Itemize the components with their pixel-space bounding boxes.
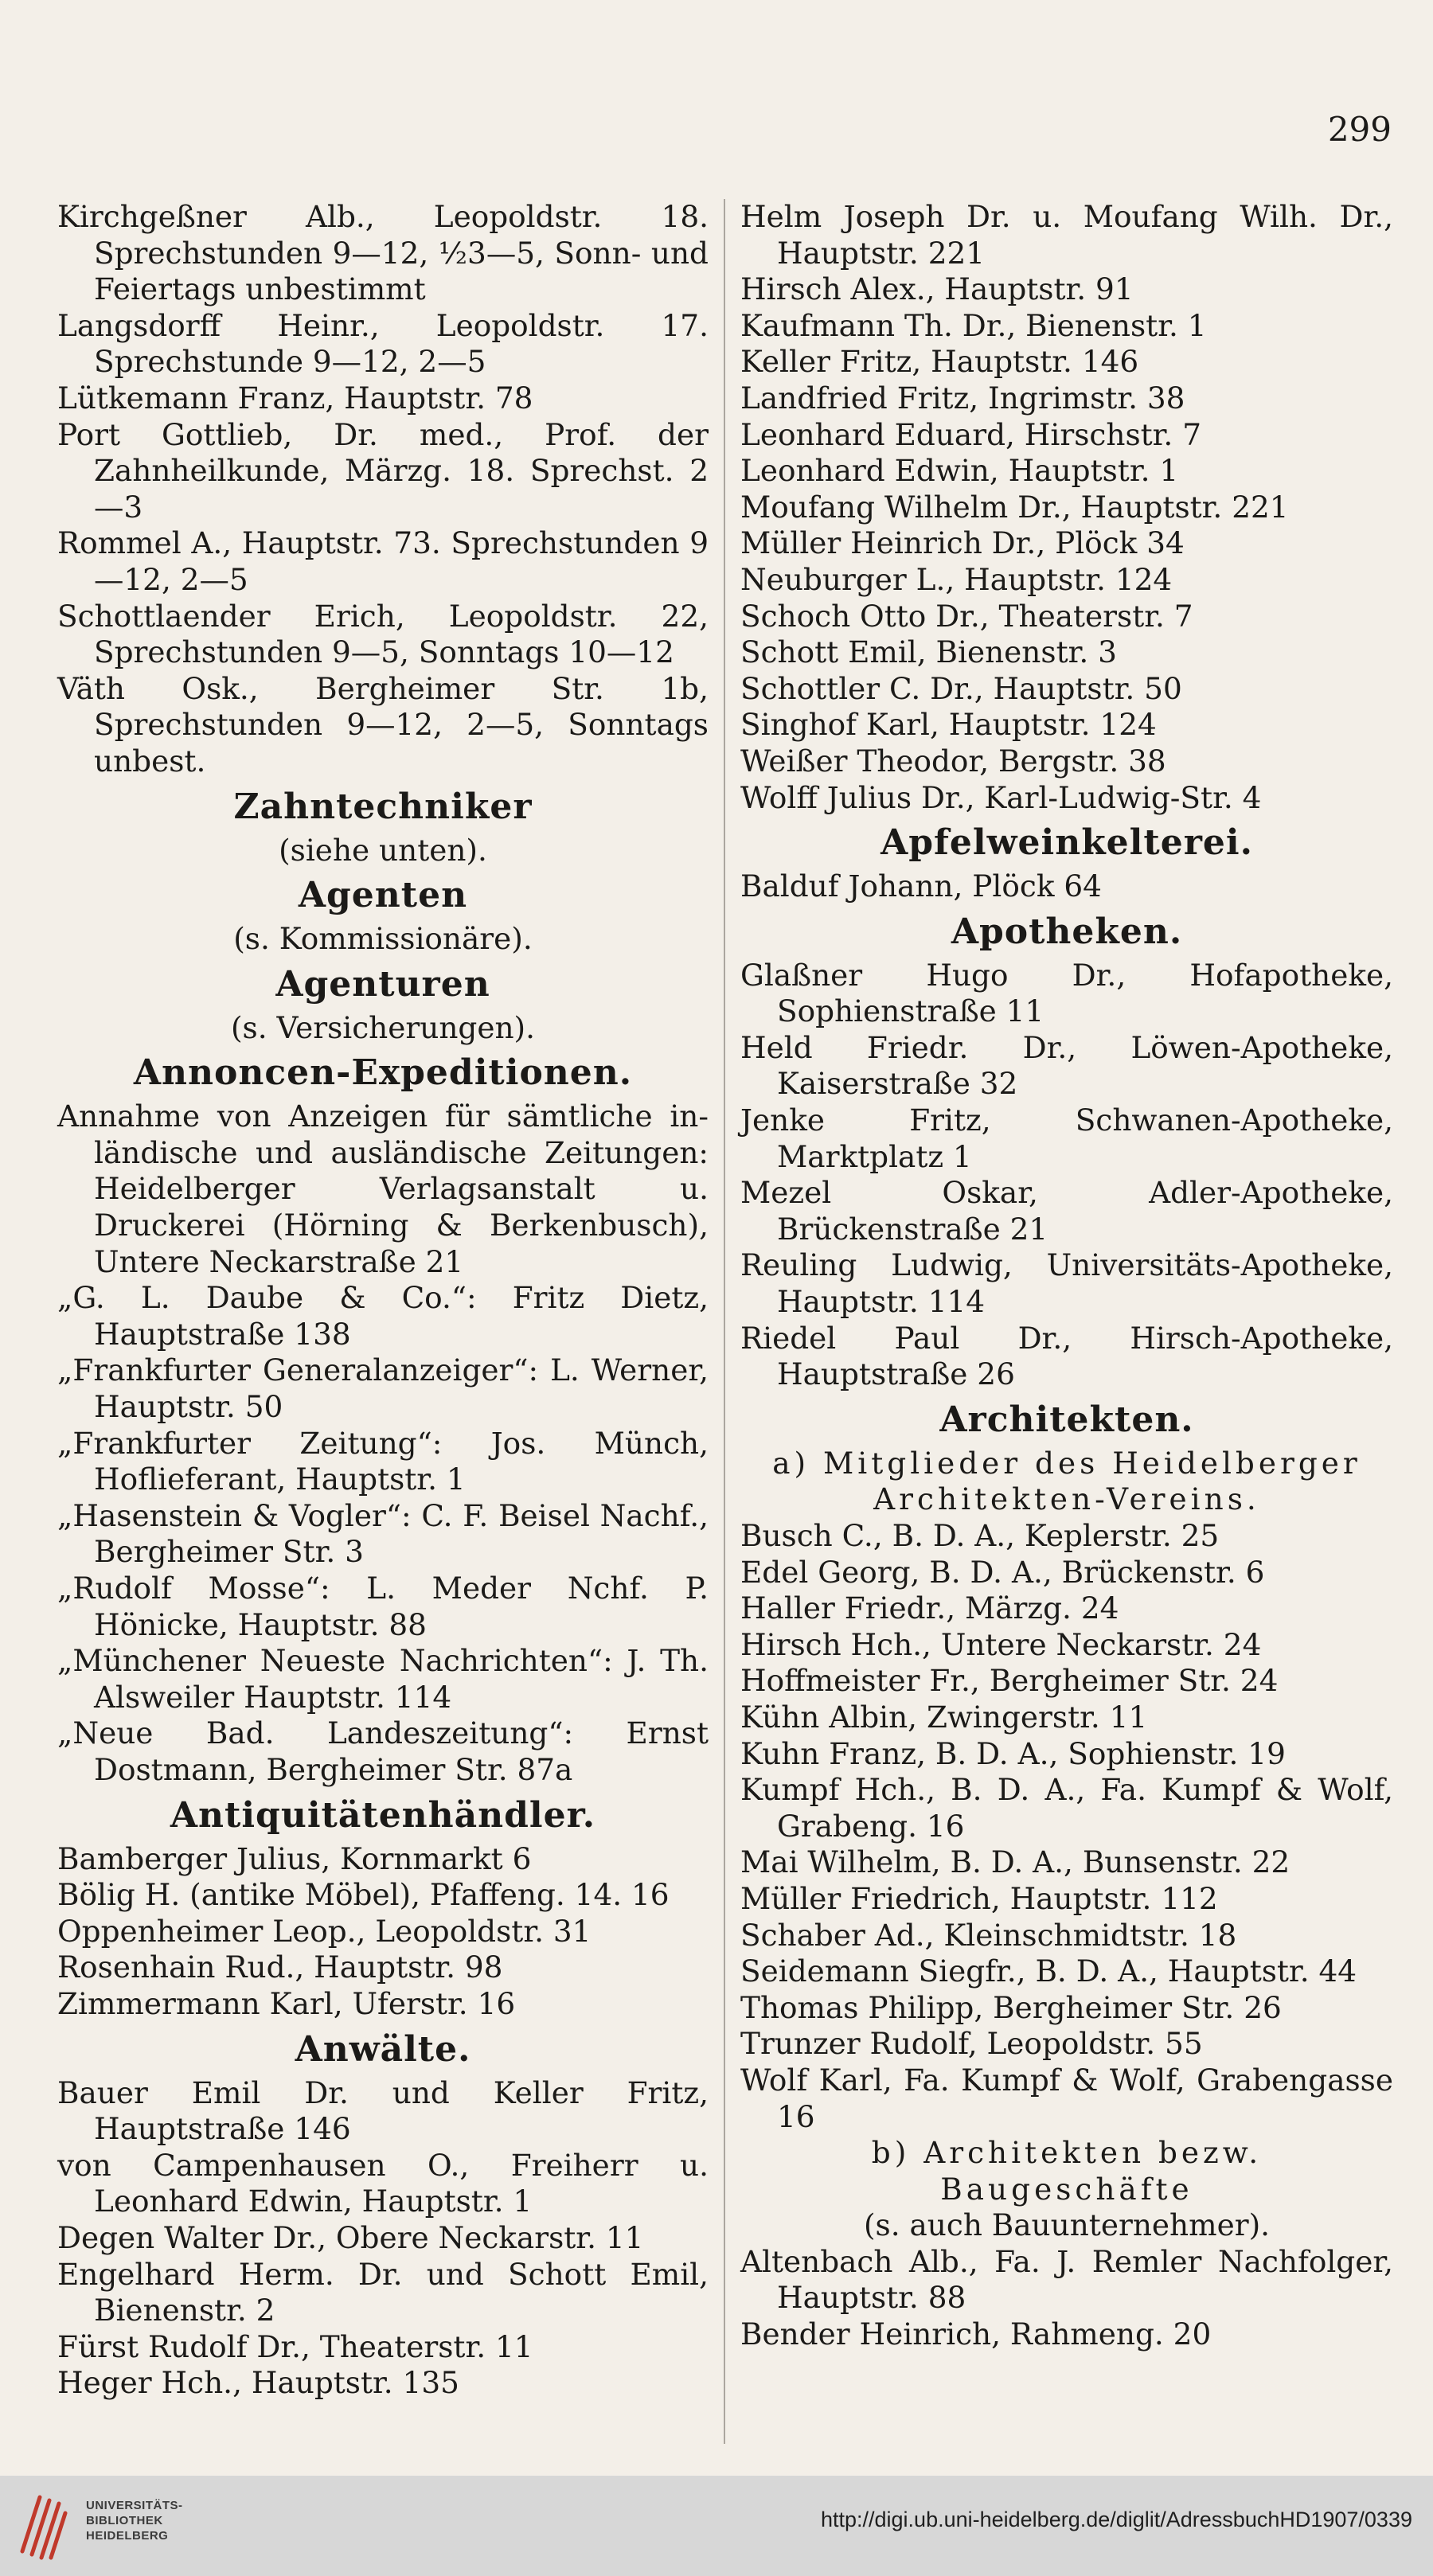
directory-entry: Heger Hch., Hauptstr. 135	[57, 2365, 459, 2401]
directory-entry: „Neue Bad. Landeszeitung“: Ernst Dostmann, Bergheimer Str. 87a	[57, 1715, 709, 1787]
directory-entry: Degen Walter Dr., Obere Neckarstr. 11	[57, 2219, 644, 2255]
library-name-line-1: UNIVERSITÄTS-	[86, 2499, 183, 2512]
section-heading: Zahntechniker	[233, 786, 533, 827]
directory-entry: Mezel Oskar, Adler-Apotheke, Brückenstraße 21	[740, 1175, 1393, 1247]
directory-entry: Hirsch Hch., Untere Neckarstr. 24	[740, 1626, 1262, 1662]
directory-entry: Müller Heinrich Dr., Plöck 34	[740, 525, 1185, 561]
section-heading: Anwälte.	[295, 2028, 471, 2070]
directory-entry: Väth Osk., Bergheimer Str. 1b, Sprechstunden 9—12, 2—5, Sonntags unbest.	[57, 670, 709, 779]
directory-entry: Hoffmeister Fr., Bergheimer Str. 24	[740, 1663, 1279, 1699]
directory-entry: Seidemann Siegfr., B. D. A., Hauptstr. 44	[740, 1953, 1357, 1989]
section-heading: Annoncen-Expeditionen.	[133, 1052, 633, 1094]
section-heading: Apotheken.	[951, 911, 1183, 952]
directory-entry: Rosenhain Rud., Hauptstr. 98	[57, 1950, 503, 1985]
directory-entry: Oppenheimer Leop., Leopoldstr. 31	[57, 1913, 592, 1949]
directory-entry: Port Gottlieb, Dr. med., Prof. der Zahnheilkunde, Märzg. 18. Sprechst. 2—3	[57, 416, 709, 525]
left-column	[57, 199, 709, 2402]
directory-entry: Held Friedr. Dr., Löwen-Apotheke, Kaiserstraße 32	[740, 1029, 1393, 1102]
directory-entry: Trunzer Rudolf, Leopoldstr. 55	[740, 2026, 1203, 2062]
directory-entry: Langsdorff Heinr., Leopoldstr. 17. Sprechstunde 9—12, 2—5	[57, 307, 709, 380]
column-divider	[724, 199, 725, 2444]
directory-entry: Kumpf Hch., B. D. A., Fa. Kumpf & Wolf, Grabeng. 16	[740, 1772, 1393, 1844]
section-subheading: a) Mitglieder des Heidelberger Architekten-Vereins.	[772, 1445, 1361, 1517]
directory-entry: Bender Heinrich, Rahmeng. 20	[740, 2316, 1212, 2352]
directory-entry: von Campenhausen O., Freiherr u. Leonhard Edwin, Hauptstr. 1	[57, 2147, 709, 2219]
library-name	[86, 2498, 183, 2543]
directory-entry: Singhof Karl, Hauptstr. 124	[740, 707, 1157, 743]
directory-entry: Jenke Fritz, Schwanen-Apotheke, Marktplatz 1	[740, 1103, 1393, 1174]
directory-entry: Kaufmann Th. Dr., Bienenstr. 1	[740, 307, 1207, 343]
directory-entry: Rommel A., Hauptstr. 73. Sprechstunden 9—12, 2—5	[57, 525, 709, 597]
section-heading: Antiquitätenhändler.	[170, 1794, 596, 1836]
library-name-line-2: BIBLIOTHEK	[86, 2514, 163, 2527]
directory-entry: Wolff Julius Dr., Karl-Ludwig-Str. 4	[740, 779, 1262, 815]
section-heading: Agenturen	[275, 963, 490, 1005]
directory-entry: Wolf Karl, Fa. Kumpf & Wolf, Grabengasse 16	[740, 2062, 1393, 2134]
directory-entry: Thomas Philipp, Bergheimer Str. 26	[740, 1989, 1282, 2025]
directory-entry: Schott Emil, Bienenstr. 3	[740, 634, 1117, 670]
directory-entry: Mai Wilhelm, B. D. A., Bunsenstr. 22	[740, 1844, 1290, 1880]
directory-entry: Leonhard Edwin, Hauptstr. 1	[740, 453, 1179, 489]
section-subheading: b) Architekten bezw. Baugeschäfte	[871, 2135, 1263, 2207]
directory-entry: Edel Georg, B. D. A., Brückenstr. 6	[740, 1554, 1265, 1590]
directory-entry: Schoch Otto Dr., Theaterstr. 7	[740, 598, 1193, 634]
university-library-logo-icon	[16, 2489, 73, 2561]
directory-entry: Neuburger L., Hauptstr. 124	[740, 561, 1173, 597]
section-heading: Apfelweinkelterei.	[880, 822, 1253, 864]
directory-entry: „Münchener Neueste Nachrichten“: J. Th. Alsweiler Hauptstr. 114	[57, 1643, 709, 1715]
right-column	[740, 199, 1393, 2353]
directory-entry: Lütkemann Franz, Hauptstr. 78	[57, 380, 533, 416]
directory-entry: „Frankfurter Zeitung“: Jos. Münch, Hoflieferant, Hauptstr. 1	[57, 1425, 709, 1497]
directory-entry: „Frankfurter Generalanzeiger“: L. Werner, Hauptstr. 50	[57, 1352, 709, 1425]
section-heading: Architekten.	[939, 1399, 1194, 1440]
directory-entry: Altenbach Alb., Fa. J. Remler Nachfolger, Hauptstr. 88	[740, 2243, 1393, 2316]
directory-entry: Busch C., B. D. A., Keplerstr. 25	[740, 1518, 1220, 1553]
directory-entry: Leonhard Eduard, Hirschstr. 7	[740, 416, 1201, 452]
directory-entry: „Rudolf Mosse“: L. Meder Nchf. P. Hönicke, Hauptstr. 88	[57, 1571, 709, 1642]
directory-entry: Kuhn Franz, B. D. A., Sophienstr. 19	[740, 1735, 1286, 1771]
directory-entry: Glaßner Hugo Dr., Hofapotheke, Sophienstraße 11	[740, 957, 1393, 1029]
directory-entry: Hirsch Alex., Hauptstr. 91	[740, 271, 1134, 307]
directory-entry: Engelhard Herm. Dr. und Schott Emil, Bienenstr. 2	[57, 2256, 709, 2328]
directory-entry: Bölig H. (antike Möbel), Pfaffeng. 14. 16	[57, 1877, 670, 1913]
directory-entry: Schottler C. Dr., Hauptstr. 50	[740, 670, 1182, 706]
directory-entry: Bamberger Julius, Kornmarkt 6	[57, 1840, 532, 1876]
source-url-link[interactable]: http://digi.ub.uni-heidelberg.de/diglit/AdressbuchHD1907/0339	[820, 2508, 1412, 2531]
directory-entry: Bauer Emil Dr. und Keller Fritz, Hauptstraße 146	[57, 2074, 709, 2147]
directory-entry: Haller Friedr., Märzg. 24	[740, 1590, 1119, 1626]
directory-entry: Helm Joseph Dr. u. Moufang Wilh. Dr., Hauptstr. 221	[740, 199, 1393, 271]
section-note: (siehe unten).	[279, 832, 487, 868]
directory-entry: Müller Friedrich, Hauptstr. 112	[740, 1880, 1218, 1916]
directory-entry: Reuling Ludwig, Universitäts-Apotheke, Hauptstr. 114	[740, 1247, 1393, 1320]
directory-entry: Keller Fritz, Hauptstr. 146	[740, 344, 1139, 380]
section-note: (s. Versicherungen).	[230, 1009, 536, 1045]
directory-entry: „Hasenstein & Vogler“: C. F. Beisel Nachf., Bergheimer Str. 3	[57, 1497, 709, 1570]
library-name-line-3: HEIDELBERG	[86, 2529, 169, 2543]
page-number: 299	[1327, 110, 1392, 149]
directory-entry: Weißer Theodor, Bergstr. 38	[740, 743, 1166, 779]
footer-bar	[0, 2476, 1433, 2576]
directory-entry: Riedel Paul Dr., Hirsch-Apotheke, Hauptstraße 26	[740, 1320, 1393, 1392]
section-note: (s. auch Bauunternehmer).	[863, 2207, 1271, 2243]
directory-entry: Annahme von Anzeigen für sämtliche in- ländische und ausländische Zeitungen: Heidelberger Verlagsanstalt u. Druckerei (Hörning & Berkenbusch), Untere Neckarstraße 21	[57, 1099, 709, 1279]
directory-entry: „G. L. Daube & Co.“: Fritz Dietz, Hauptstraße 138	[57, 1280, 709, 1352]
directory-entry: Schaber Ad., Kleinschmidtstr. 18	[740, 1917, 1237, 1953]
section-note: (s. Kommissionäre).	[233, 921, 533, 957]
directory-entry: Moufang Wilhelm Dr., Hauptstr. 221	[740, 489, 1289, 525]
directory-entry: Zimmermann Karl, Uferstr. 16	[57, 1985, 516, 2021]
directory-entry: Landfried Fritz, Ingrimstr. 38	[740, 380, 1185, 416]
directory-entry: Fürst Rudolf Dr., Theaterstr. 11	[57, 2328, 533, 2364]
directory-entry: Kirchgeßner Alb., Leopoldstr. 18. Sprechstunden 9—12, ½3—5, Sonn- und Feiertags unbestimmt	[57, 199, 709, 307]
directory-entry: Schottlaender Erich, Leopoldstr. 22, Sprechstunden 9—5, Sonntags 10—12	[57, 598, 709, 670]
directory-entry: Balduf Johann, Plöck 64	[740, 868, 1102, 904]
section-heading: Agenten	[298, 875, 468, 916]
directory-entry: Kühn Albin, Zwingerstr. 11	[740, 1699, 1148, 1735]
